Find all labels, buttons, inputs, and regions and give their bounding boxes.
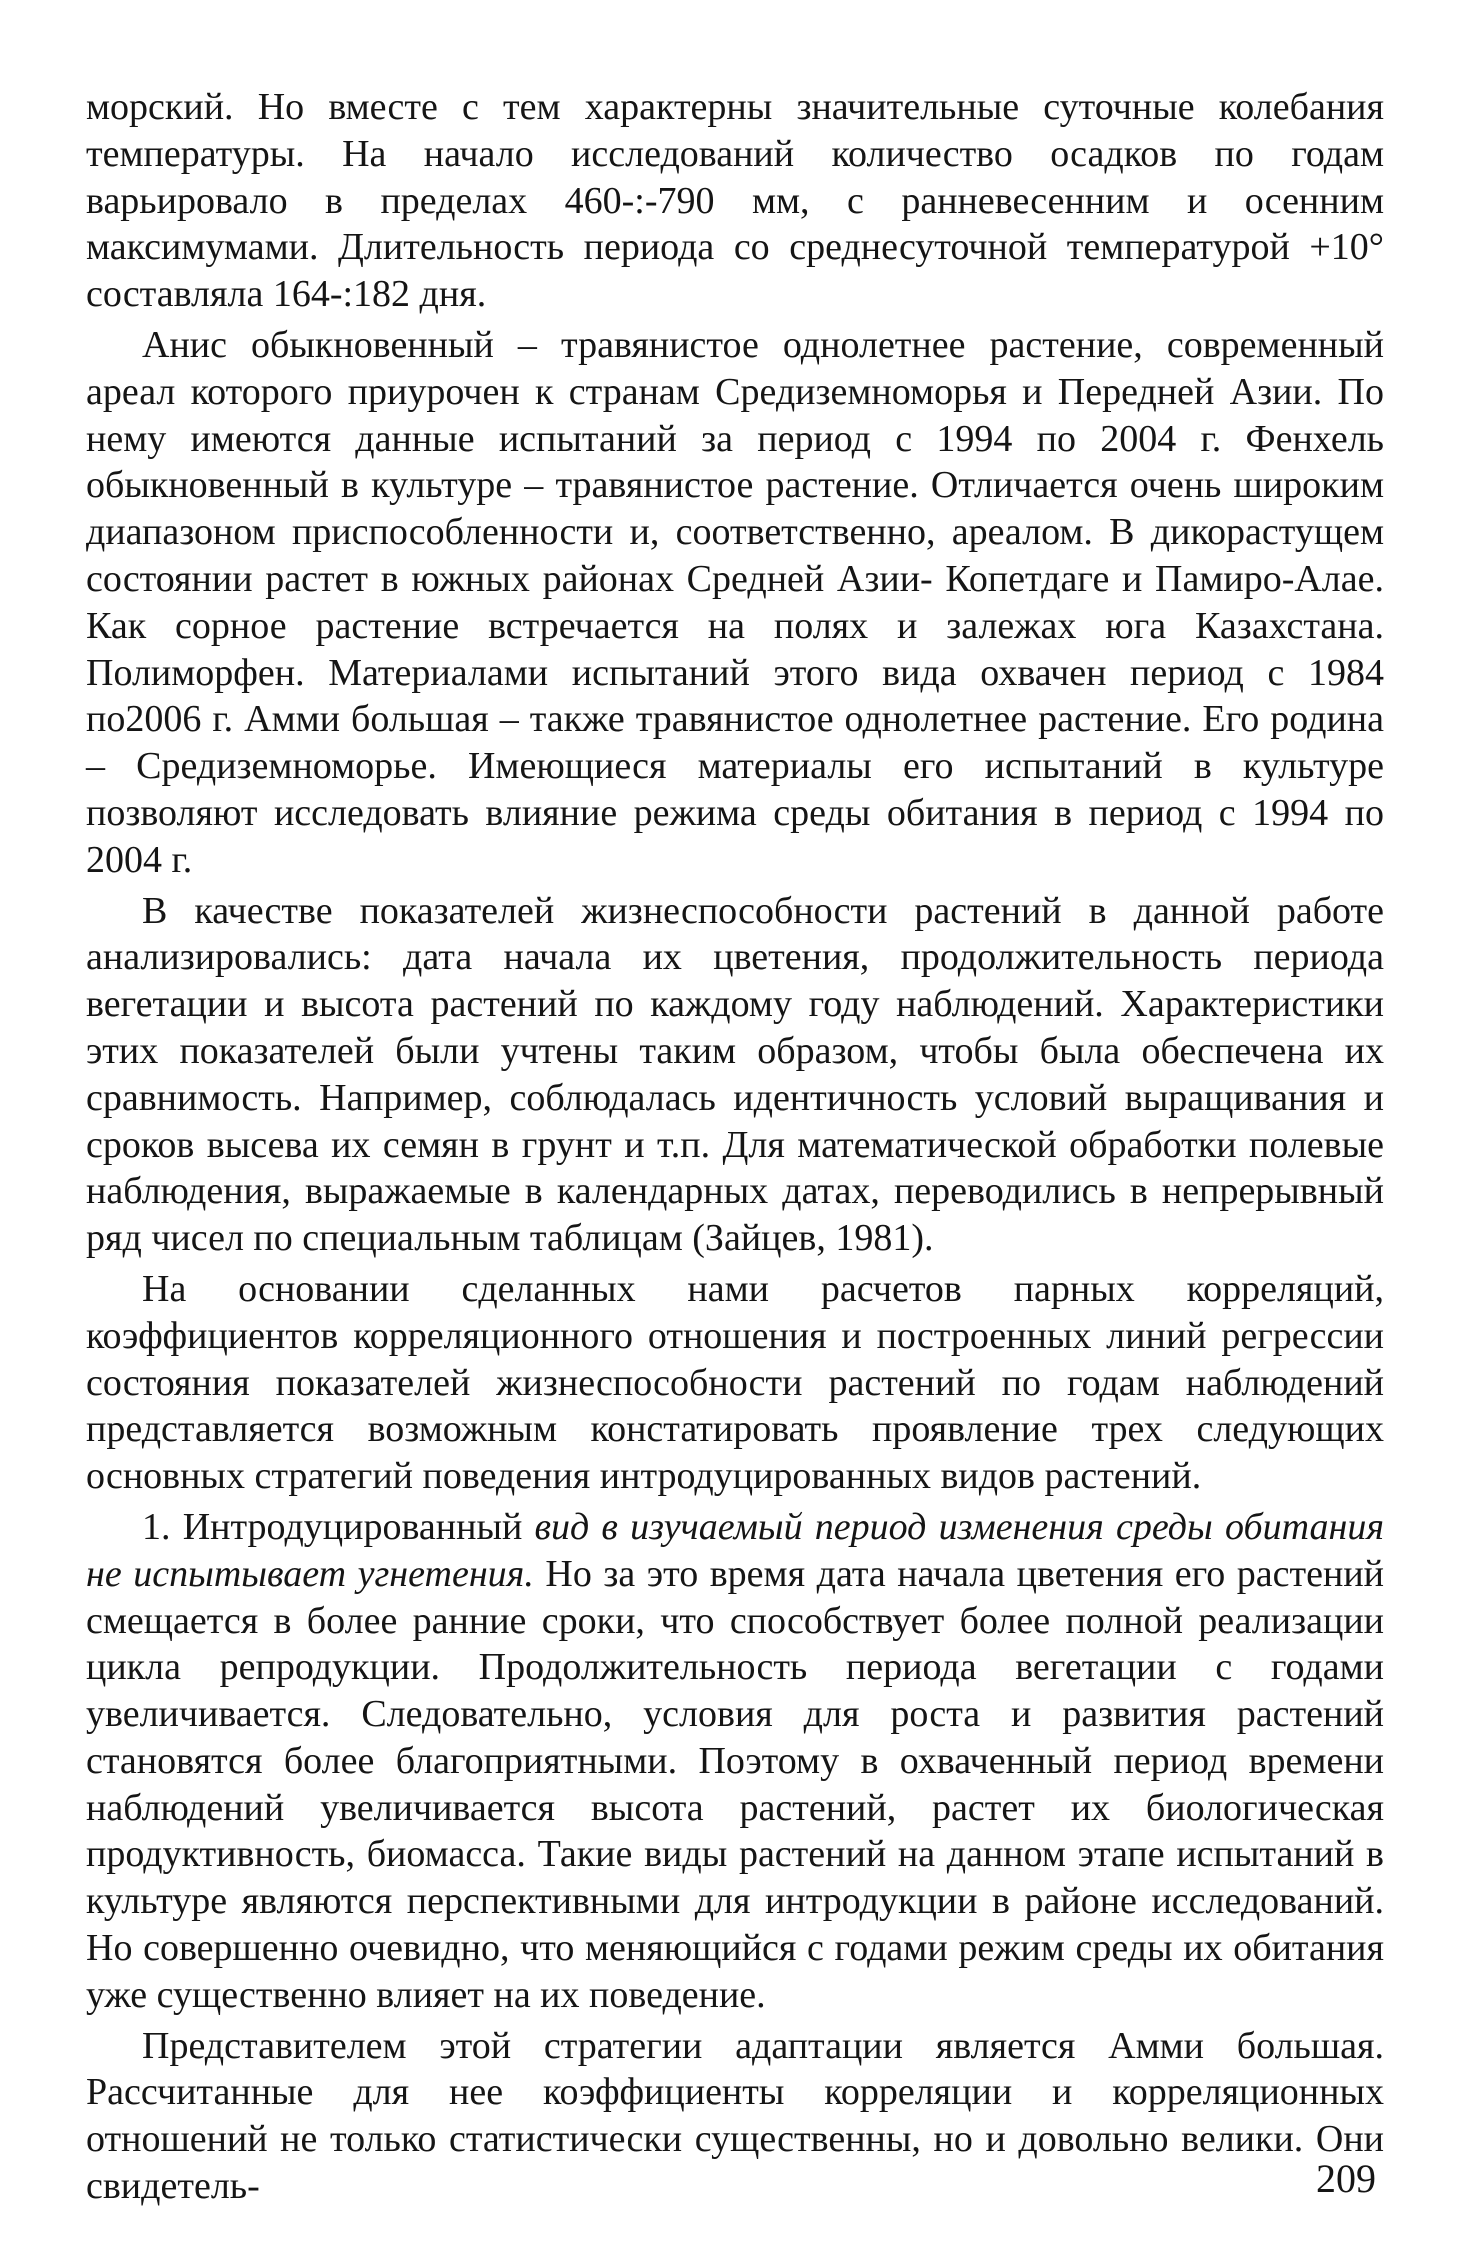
paragraph-correlation-analysis: На основании сделанных нами расчетов парных корреляций, коэффициентов корреляционного отношения и построенных линий регрессии состояния показателей жизнеспособности растений по годам наблюдений представляется возможным констатировать проявление трех следующих основных стратегий поведения интродуцированных видов растений. [86,1267,1384,1498]
strategy-1-italic: вид в изучаемый период изменения среды обитания не испытывает угнетения. [86,1505,1384,1595]
paragraph-species-description: Анис обыкновенный – травянистое однолетнее растение, современный ареал которого приурочен к странам Средиземноморья и Передней Азии. По нему имеются данные испытаний за период с 1994 по 2004 г. Фенхель обыкновенный в культуре – травянистое растение. Отличается очень широким диапазоном приспособленности и, соответственно, ареалом. В дикорастущем состоянии растет в южных районах Средней Азии- Копетдаге и Памиро-Алае. Как сорное растение встречается на полях и залежах юга Казахстана. Полиморфен. Материалами испытаний этого вида охвачен период с 1984 по2006 г. Амми большая – также травянистое однолетнее растение. Его родина – Средиземноморье. Имеющиеся материалы его испытаний в культуре позволяют исследовать влияние режима среды обитания в период с 1994 по 2004 г. [86,323,1384,881]
paragraph-climate: морский. Но вместе с тем характерны значительные суточные колебания температуры. На начало исследований количество осадков по годам варьировало в пределах 460-:-790 мм, с ранневесенним и осенним максимумами. Длительность периода со среднесуточной температурой +10° составляла 164-:182 дня. [86,86,1384,316]
paragraph-ammi-representative: Представителем этой стратегии адаптации является Амми большая. Рассчитанные для нее коэффициенты корреляции и корреляционных отношений не только статистически существенны, но и довольно велики. Они свидетель- [86,2024,1384,2208]
paragraph-indicators: В качестве показателей жизнеспособности растений в данной работе анализировались: дата начала их цветения, продолжительность периода вегетации и высота растений по каждому году наблюдений. Характеристики этих показателей были учтены таким образом, чтобы была обеспечена их сравнимость. Например, соблюдалась идентичность условий выращивания и сроков высева их семян в грунт и т.п. Для математической обработки полевые наблюдения, выражаемые в календарных датах, переводились в непрерывный ряд чисел по специальным таблицам (Зайцев, 1981). [86,889,1384,1260]
strategy-1-lead: 1. Интродуцированный [142,1505,535,1548]
strategy-1-rest: Но за это время дата начала цветения его растений смещается в более ранние сроки, что способствует более полной реализации цикла репродукции. Продолжительность периода вегетации с годами увеличивается. Следовательно, условия для роста и развития растений становятся более благоприятными. Поэтому в охваченный период времени наблюдений увеличивается высота растений, растет их биологическая продуктивность, биомасса. Такие виды растений на данном этапе испытаний в культуре являются перспективными для интродукции в районе исследований. Но совершенно очевидно, что меняющийся с годами режим среды их обитания уже существенно влияет на их поведение. [86,1552,1384,2016]
page-body [86,84,1384,2214]
paragraph-strategy-1 [86,1504,1384,2019]
page-number: 209 [1316,2156,1376,2201]
